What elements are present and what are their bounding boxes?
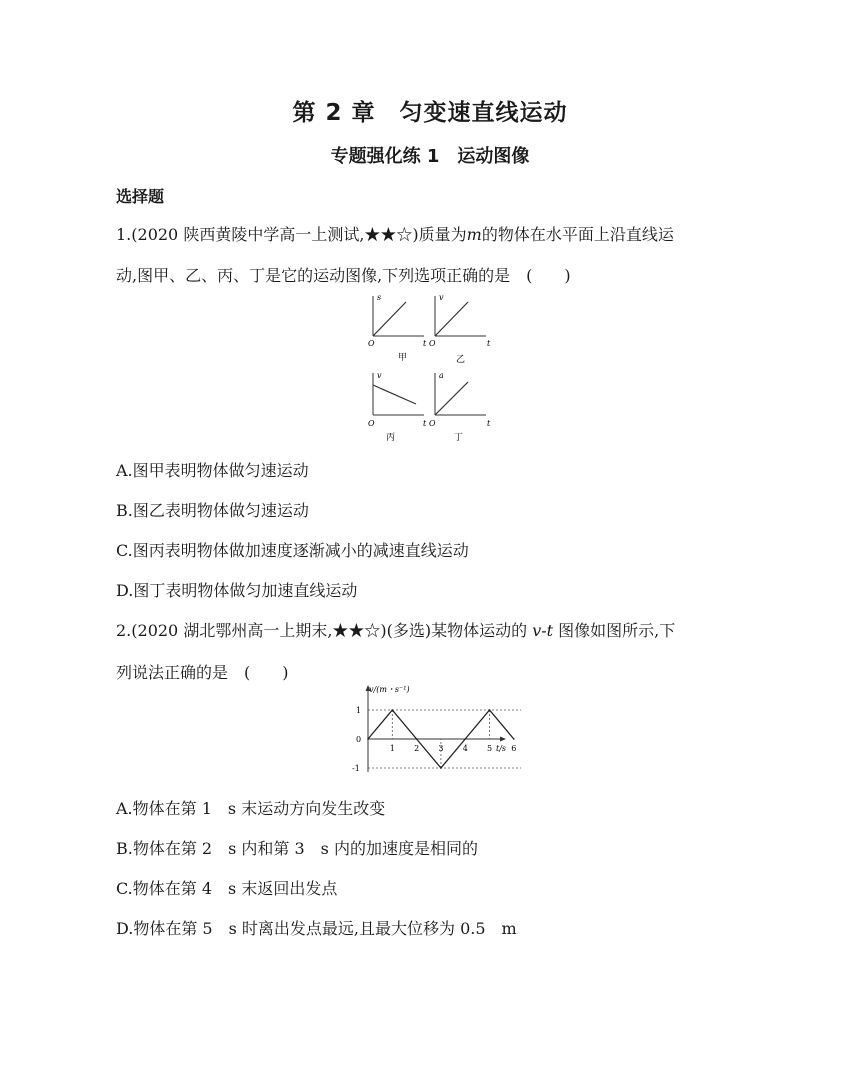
chapter-title: 第 2 章 匀变速直线运动 xyxy=(292,100,568,126)
vt-data-point xyxy=(489,709,491,711)
vt-chart-axes xyxy=(366,685,507,772)
graph-yi-caption-text: 乙 xyxy=(456,355,466,365)
graph-jia-caption: 甲 xyxy=(398,353,408,363)
vt-x-tick-label: 2 xyxy=(414,744,420,753)
vt-x-label: t/s xyxy=(496,744,507,753)
q1-stem-line1 xyxy=(116,222,674,245)
q1-option-c[interactable]: C.图丙表明物体做加速度逐渐减小的减速直线运动 xyxy=(116,541,469,560)
graph-yi-y-label: v xyxy=(439,293,444,302)
q2-stem-line2: 列说法正确的是 ( ) xyxy=(116,663,289,682)
graph-ding-x-label: t xyxy=(487,419,491,428)
graph-ding-caption: 丁 xyxy=(454,433,464,443)
vt-x-tick-label: 6 xyxy=(511,744,517,753)
q2-option-a[interactable]: A.物体在第 1 s 末运动方向发生改变 xyxy=(116,799,386,818)
vt-data-point xyxy=(367,738,369,740)
vt-x-tick-label: 3 xyxy=(438,744,444,753)
graph-bing-line xyxy=(373,385,416,404)
q1-stem-end: 的物体在水平面上沿直线运 xyxy=(481,225,674,244)
vt-y-tick-label: -1 xyxy=(352,764,360,773)
vt-x-tick-label: 1 xyxy=(389,744,395,753)
vt-data-point xyxy=(392,709,394,711)
q1-motion-graphs xyxy=(360,290,500,443)
vt-y-tick-label: 1 xyxy=(356,706,362,715)
graph-ding xyxy=(429,371,491,443)
graph-jia-line xyxy=(373,302,406,336)
q2-stem-start: 2.(2020 湖北鄂州高一上期末,★★☆)(多选)某物体运动的 xyxy=(116,621,533,640)
graph-jia xyxy=(368,293,427,363)
q2-option-d[interactable]: D.物体在第 5 s 时离出发点最远,且最大位移为 0.5 m xyxy=(116,919,517,938)
section-title: 专题强化练 1 运动图像 xyxy=(330,146,530,167)
vt-x-tick-label: 4 xyxy=(462,744,468,753)
vt-y-label: v/(m・s⁻¹) xyxy=(369,685,410,694)
vt-data-point xyxy=(440,767,442,769)
vt-x-axis-arrow xyxy=(500,737,506,742)
q1-option-a[interactable]: A.图甲表明物体做匀速运动 xyxy=(116,461,309,480)
vt-x-tick-label: 5 xyxy=(487,744,493,753)
q2-stem-line1 xyxy=(116,618,675,641)
graph-yi-x-label: t xyxy=(487,339,491,348)
graph-bing-x-label: t xyxy=(423,419,427,428)
q1-option-d[interactable]: D.图丁表明物体做匀加速直线运动 xyxy=(116,581,358,600)
graph-bing-origin: O xyxy=(368,419,375,428)
graph-bing-y-label: v xyxy=(377,371,382,380)
graph-bing-caption: 丙 xyxy=(386,433,396,443)
graph-jia-origin: O xyxy=(368,339,375,348)
q2-vt-chart xyxy=(340,682,520,782)
q2-option-b[interactable]: B.物体在第 2 s 内和第 3 s 内的加速度是相同的 xyxy=(116,839,478,858)
graph-yi xyxy=(429,293,491,365)
vt-data-point xyxy=(464,738,466,740)
vt-data-point xyxy=(513,738,515,740)
vt-symbol: v-t xyxy=(532,621,554,640)
graph-ding-y-label: a xyxy=(439,371,444,380)
q2-option-c[interactable]: C.物体在第 4 s 末返回出发点 xyxy=(116,879,338,898)
graph-ding-line xyxy=(435,382,468,415)
graph-ding-origin: O xyxy=(429,419,436,428)
mass-symbol: m xyxy=(466,225,482,244)
q1-stem-start: 1.(2020 陕西黄陵中学高一上测试,★★☆)质量为 xyxy=(116,225,467,244)
vt-y-tick-label: 0 xyxy=(356,735,362,744)
vt-data-point xyxy=(416,738,418,740)
graph-jia-y-label: s xyxy=(377,293,382,302)
q2-stem-end: 图像如图所示,下 xyxy=(553,621,676,640)
q1-option-b[interactable]: B.图乙表明物体做匀速运动 xyxy=(116,501,309,520)
question-type-heading: 选择题 xyxy=(116,187,165,206)
graph-yi-origin: O xyxy=(429,339,436,348)
graph-yi-line xyxy=(435,302,468,336)
graph-bing xyxy=(368,371,427,443)
graph-jia-x-label: t xyxy=(423,339,427,348)
q1-stem-line2: 动,图甲、乙、丙、丁是它的运动图像,下列选项正确的是 ( ) xyxy=(116,266,571,285)
